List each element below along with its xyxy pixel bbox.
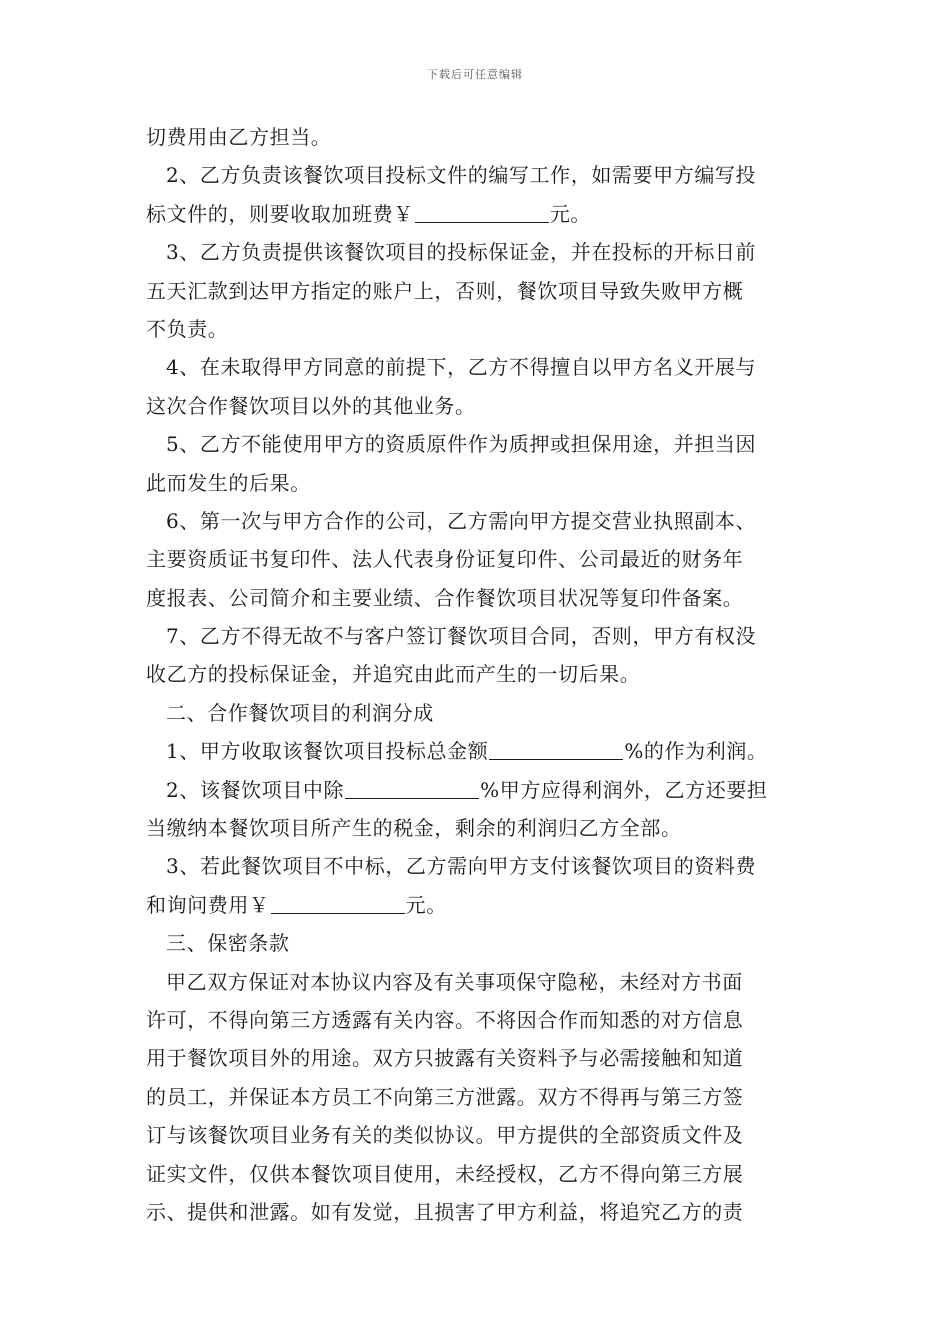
- page-header: 下载后可任意编辑: [427, 68, 523, 81]
- section-3-heading: 三、保密条款: [166, 931, 290, 956]
- confidentiality-line-3: 用于餐饮项目外的用途。双方只披露有关资料予与必需接触和知道: [146, 1046, 744, 1071]
- clause-4-line-2: 这次合作餐饮项目以外的其他业务。: [146, 393, 476, 418]
- clause-6-line-1: 6、第一次与甲方合作的公司，乙方需向甲方提交营业执照副本、: [166, 508, 757, 533]
- clause-5-line-1: 5、乙方不能使用甲方的资质原件作为质押或担保用途，并担当因: [166, 432, 757, 457]
- fill-blank-overtime-fee: [415, 202, 549, 223]
- clause-3-line-1: 3、乙方负责提供该餐饮项目的投标保证金，并在投标的开标日前: [166, 240, 757, 265]
- profit-item-1-text-b: %的作为利润。: [624, 739, 768, 764]
- profit-item-3-line-1: 3、若此餐饮项目不中标，乙方需向甲方支付该餐饮项目的资料费: [166, 854, 757, 879]
- confidentiality-line-5: 订与该餐饮项目业务有关的类似协议。甲方提供的全部资质文件及: [146, 1123, 744, 1148]
- clause-2-text-a: 标文件的，则要收取加班费￥: [146, 201, 414, 226]
- profit-item-1: [146, 732, 806, 770]
- clause-6-line-3: 度报表、公司简介和主要业绩、合作餐饮项目状况等复印件备案。: [146, 585, 744, 610]
- fill-blank-consult-fee: [271, 893, 405, 914]
- clause-2-line-2: [146, 195, 806, 233]
- clause-2-text-b: 元。: [549, 201, 592, 226]
- confidentiality-line-2: 许可，不得向第三方透露有关内容。不将因合作而知悉的对方信息: [146, 1007, 744, 1032]
- profit-item-2-text-b: %甲方应得利润外，乙方还要担: [480, 777, 768, 802]
- text-line: 切费用由乙方担当。: [146, 125, 332, 149]
- clause-7-line-2: 收乙方的投标保证金，并追究由此而产生的一切后果。: [146, 662, 641, 687]
- profit-item-2-line-1: [146, 771, 806, 809]
- fill-blank-profit-percent: [489, 739, 623, 760]
- confidentiality-line-4: 的员工，并保证本方员工不向第三方泄露。双方不得再与第三方签: [146, 1084, 744, 1109]
- profit-item-1-text-a: 1、甲方收取该餐饮项目投标总金额: [166, 739, 489, 764]
- profit-item-2-text-a: 2、该餐饮项目中除: [166, 777, 345, 802]
- section-2-heading: 二、合作餐饮项目的利润分成: [166, 700, 434, 725]
- fill-blank-deduct-percent: [345, 778, 479, 799]
- clause-4-line-1: 4、在未取得甲方同意的前提下，乙方不得擅自以甲方名义开展与: [166, 355, 757, 380]
- clause-3-line-3: 不负责。: [146, 316, 229, 341]
- clause-6-line-2: 主要资质证书复印件、法人代表身份证复印件、公司最近的财务年: [146, 547, 744, 572]
- clause-2-line-1: 2、乙方负责该餐饮项目投标文件的编写工作，如需要甲方编写投: [166, 163, 757, 188]
- profit-item-3-text-a: 和询问费用￥: [146, 892, 270, 917]
- profit-item-2-line-2: 当缴纳本餐饮项目所产生的税金，剩余的利润归乙方全部。: [146, 816, 682, 841]
- document-body: [146, 118, 806, 1231]
- confidentiality-line-6: 证实文件，仅供本餐饮项目使用，未经授权，乙方不得向第三方展: [146, 1161, 744, 1186]
- confidentiality-line-7: 示、提供和泄露。如有发觉，且损害了甲方利益，将追究乙方的责: [146, 1199, 744, 1224]
- clause-3-line-2: 五天汇款到达甲方指定的账户上，否则，餐饮项目导致失败甲方概: [146, 278, 744, 303]
- profit-item-3-line-2: [146, 886, 806, 924]
- profit-item-3-text-b: 元。: [405, 892, 447, 917]
- clause-5-line-2: 此而发生的后果。: [146, 470, 311, 495]
- confidentiality-line-1: 甲乙双方保证对本协议内容及有关事项保守隐秘，未经对方书面: [166, 969, 743, 994]
- clause-7-line-1: 7、乙方不得无故不与客户签订餐饮项目合同，否则，甲方有权没: [166, 624, 757, 649]
